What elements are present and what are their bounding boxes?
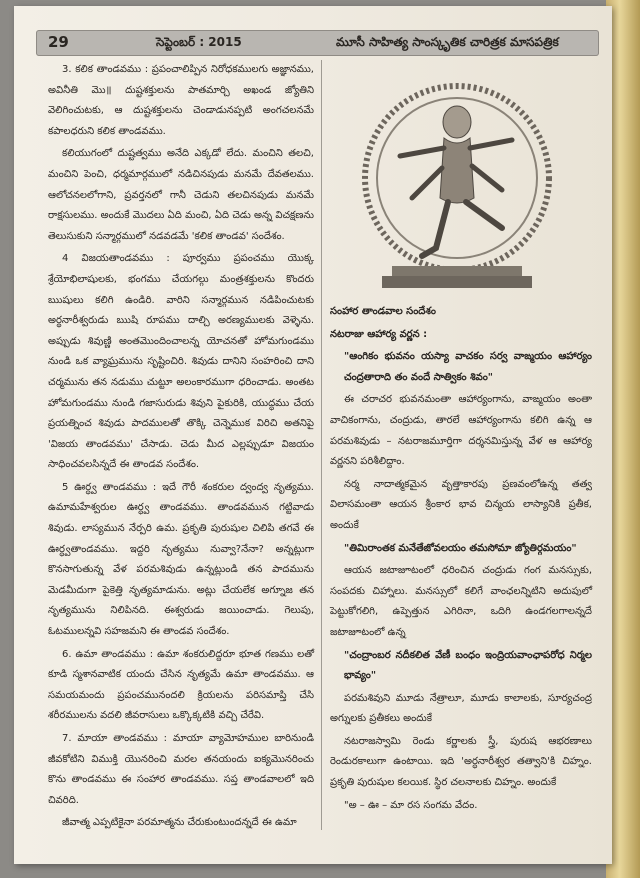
para-maya-tandavam: 7. మాయా తాండవము : మాయా వ్యామోహముల బారినుండి జీవకోటిని విముక్తి యొనరించి మరల తనయందు ఐక్యమొనరించు కొను తాండవము ఈ సంహార తాండవము. సప్త తాండవాలలో ఇది చివరిది. bbox=[48, 733, 314, 806]
para-karnalu: నటరాజస్వామి రెండు కర్ణాలకు స్త్రీ, పురుష ఆభరణాలు రెండురకాలుగా ఉంటాయి. ఇది 'అర్ధనారీశ్వర తత్వాని'కి చిహ్నం. ప్రకృతి పురుషుల కలయిక. స్థిర చలనాలకు చిహ్నం. అందుకే bbox=[330, 735, 592, 789]
para-kalika-tandavam: 3. కలిక తాండవము : ప్రపంచాలిప్పిన నిరోధకములగు అజ్ఞానము, అవినీతి మొ॥ దుష్టశక్తులను పాతమార్చి అఖండ జ్యోతిని వెలిగించుటకు, ఆ దుష్టశక్తులను చెండాడునప్పటి అంగచలనమే కపాలధరుని కలిక తాండవము. bbox=[48, 64, 314, 137]
para-jatajutam: ఆయన జటాజూటంలో ధరించిన చంద్రుడు గంగ మనస్సుకు, సంపదకు చిహ్నాలు. మనస్సులో కలిగే వాంఛలన్నిటిని అదుపులో పెట్టుకోగలిగి, ఉప్పెత్తున ఎగిరినా, ఒదిగి ఉండగలగాలన్నదే జటాజూటంలో ఉన్న bbox=[330, 565, 592, 638]
para-characharam: ఈ చరాచర భువనమంతా ఆహార్యంగాను, వాఙ్మయం అంతా వాచికంగాను, చంద్రుడు, తారలే ఆహార్యంగాను కలిగి ఉన్న ఆ పరమశివుడు – నటరాజమూర్తిగా దర్శనమిస్తున్న వేళ ఆ ఆహార్య వర్ణనని పరిశీలిద్దాం. bbox=[330, 394, 592, 468]
section-heading-aharya: నటరాజు ఆహార్య వర్ణన : bbox=[330, 328, 428, 340]
para-netralu: పరమశివుని మూడు నేత్రాలూ, మూడు కాలాలకు, సూర్యచంద్ర అగ్నులకు ప్రతీకలు అందుకే bbox=[330, 692, 592, 725]
para-jivatma: జీవాత్మ ఎప్పటికైనా పరమాత్మను చేరుకుంటుందన్నదే ఈ ఉమా bbox=[62, 817, 297, 829]
page-header bbox=[36, 30, 599, 56]
para-vijaya-tandavam: 4 విజయతాండవము : పూర్వము ప్రపంచము యొక్క శ్రేయోభిలాషులకు, భంగము చేయగల్గు మంత్రశక్తులను కొందరు ఋషులు కలిగి ఉండిరి. వారిని సన్మార్గమున నడిపించుటకు అర్థనారీశ్వరుడు ఋషి రూపము దాల్చి అరణ్యములకు వెళ్ళెను. అప్పుడు శివుణ్ణి అంతమొందించాలన్న యోచనతో హోమగుండము నుండి ఒక వ్యాఘ్రమును సృష్టించిరి. శివుడు దానిని సంహరించి దాని చర్మమును తన నడుము చుట్టూ అలంకారముగా ధరించాడు. అంతట హోమగుండము నుండి గజాసురుడు శివుని పైకురికి, యుద్ధము చేయ ప్రయత్నించ శివుడు పాదములతో తొక్కి చెన్నెముక విరిచి అతనిపై 'విజయ తాండవము' చేసాడు. చెడు మీద ఎల్లప్పుడూ విజయం సాధించవలసిన్నదే ఈ తాండవ సందేశం. bbox=[48, 253, 314, 471]
para-urdhva-tandavam: 5 ఊర్ధ్వ తాండవము : ఇదే గౌరీ శంకరుల ద్వంద్వ నృత్యము. ఉమామహేశ్వరుల ఊర్ధ్వ తాండవము. తాండవమున గట్టివాడు శివుడు. లాస్యమున నేర్పరి ఉమ. ప్రకృతి పురుషుల చిలిపి తగవే ఈ ఊర్ధ్వతాండవము. ఇద్దరి నృత్యము నువ్వా?నేనా? అన్నట్లుగా కొనసాగుతున్న వేళ పరమశివుడు ఉన్నట్లుండి తన పాదమును మెడమీదుగా పైకెత్తి నృత్యమాడును. అట్లు చేయలేక అగ్నూజ తన నృత్యమును నిలిపినది. ఈశ్వరుడు జయించాడు. గెలుపు, ఓటములన్నవి సహజమని ఈ తాండవ సందేశం. bbox=[48, 481, 314, 638]
magazine-title: మూసీ సాహిత్య సాంస్కృతిక చారిత్రక మాసపత్రిక bbox=[336, 35, 559, 49]
section-heading-samhara: సంహార తాండవాల సందేశం bbox=[330, 306, 436, 317]
para-pranavam: నర్మ నాదాత్మకమైన వృత్తాకారపు ప్రణవంలోఉన్న తత్వ విలాసమంతా ఆయన శ్రీంకార భావ చిన్మయ లాస్యానికి ప్రతీక, అందుకే bbox=[330, 478, 592, 531]
issue-date: సెప్టెంబర్ : 2015 bbox=[156, 35, 242, 49]
right-column bbox=[330, 302, 592, 818]
nataraja-illustration bbox=[352, 78, 562, 294]
page-number: 29 bbox=[48, 33, 69, 51]
sloka-chandrambara: "చంద్రాంబర నదీకలిత వేణీ బంధం ఇంద్రియవాంఛాపరోధ నిర్మల భావ్యం" bbox=[344, 649, 592, 682]
para-aum: "అ – ఊ – మా రస సంగమ వేదం. bbox=[344, 799, 478, 811]
para-uma-tandavam: 6. ఉమా తాండవము : ఉమా శంకరులిద్దరూ భూత గణము లతో కూడి స్మశానవాటిక యందు చేసిన నృత్యమే ఉమా తాండవము. ఆ సమయమందు ప్రపంచమునందలి క్రియలను పరిసమాప్తి చేసి శరీరములను వదలి జీవరాసులు ఒక్కొక్కటికి వచ్చి చేరేవి. bbox=[48, 648, 314, 722]
para-kaliyugam: కలియుగంలో దుష్టత్వము అనేది ఎక్కడో లేదు. మంచిని తలచి, మంచిని పెంచి, ధర్మమార్గములో నడిచినపుడు మనమే దేవతలము. ఆలోచనలలోగాని, ప్రవర్తనలో గానీ చెడుని తలచినపుడు మనమే రాక్షసులము. అందుకే మొదలు ఏది మంచి, ఏది చెడు అన్న విచక్షణను తెలుసుకుని సన్మార్గములో నడవడమే 'కలిక తాండవ' సందేశం. bbox=[48, 148, 314, 242]
left-column bbox=[48, 60, 314, 836]
sloka-timirantaka: "తిమిరాంతక మనేతేజోవలయం తమసోమా జ్యోతిర్గమయం" bbox=[344, 542, 577, 554]
sloka-angikam: "ఆంగికం భువనం యస్యా వాచకం సర్వ వాఙ్మయం ఆహార్యం చంద్రతారాది తం వందే సాత్వికం శివం" bbox=[344, 351, 592, 383]
column-divider bbox=[321, 60, 322, 830]
